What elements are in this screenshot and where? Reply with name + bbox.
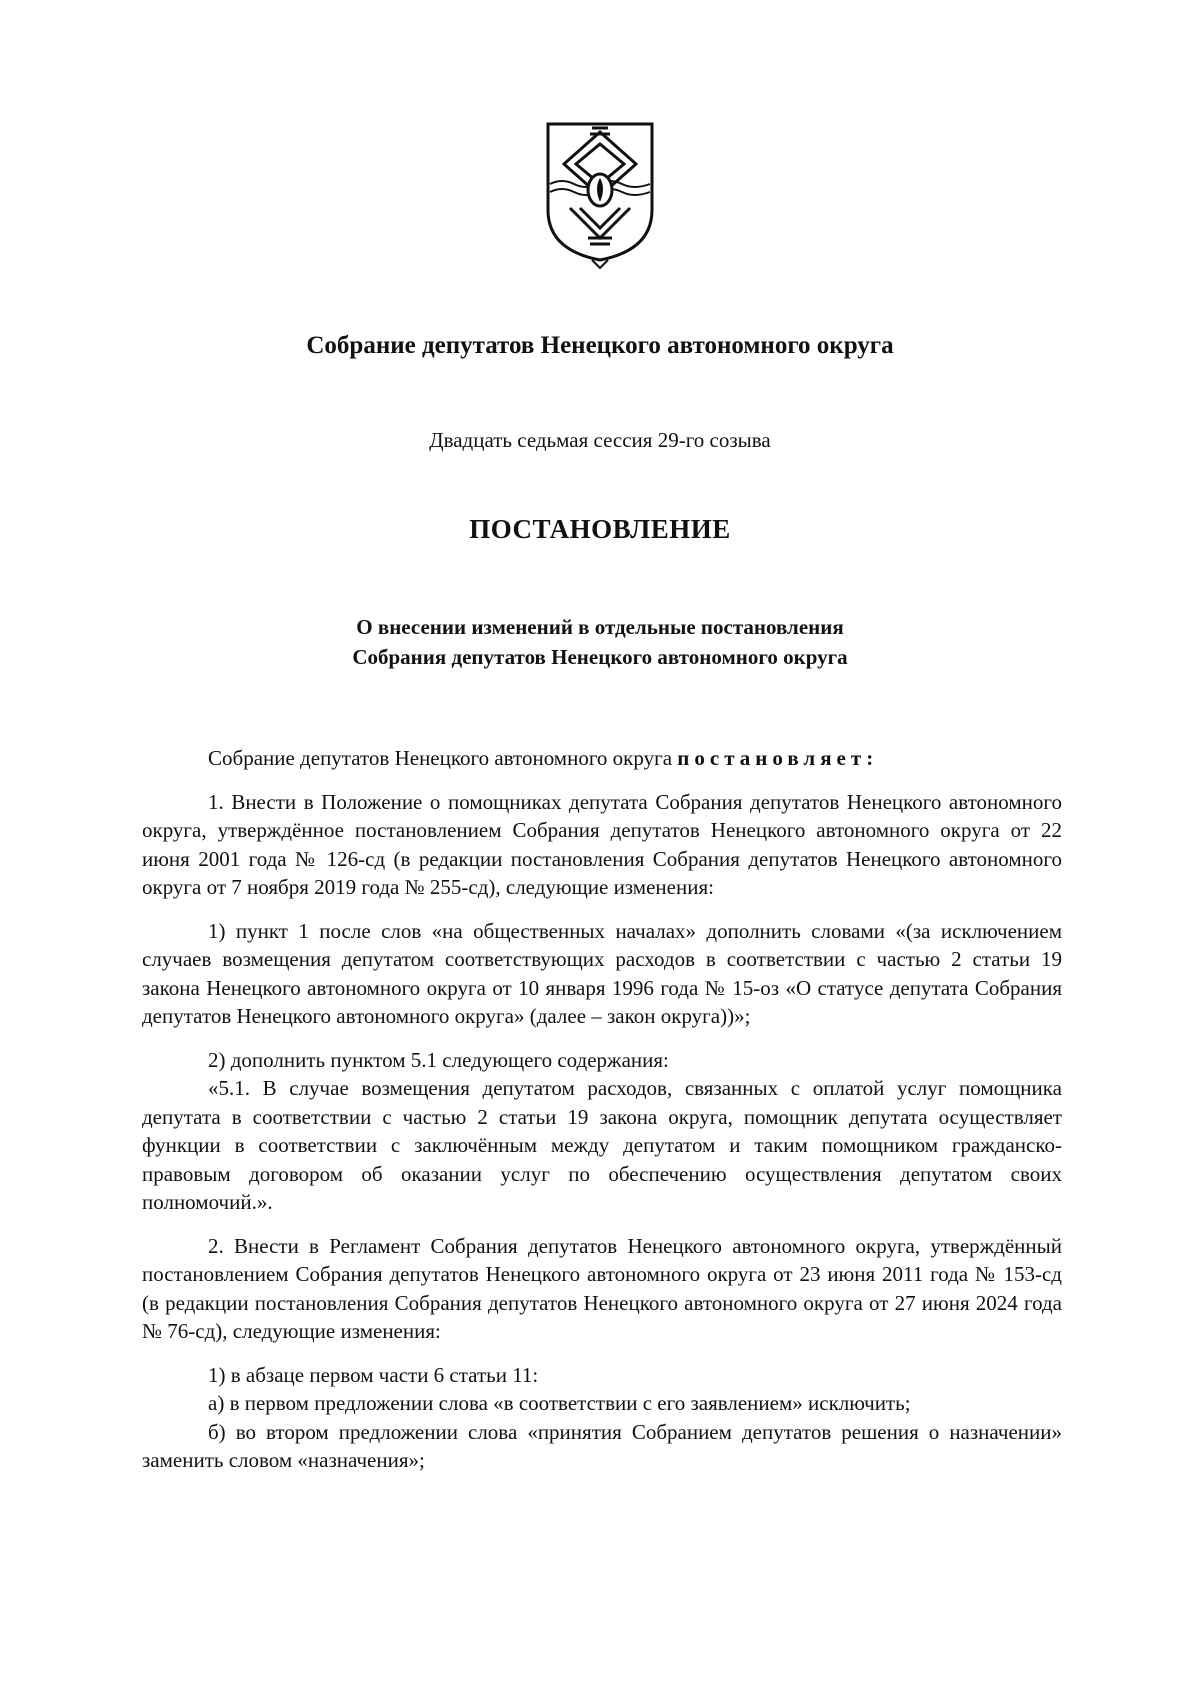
paragraph-2-item-1-b: б) во втором предложении слова «принятия Собранием депутатов решения о назначении» заменить словом «назначения»; [142, 1419, 1062, 1472]
coat-of-arms-emblem [540, 118, 660, 270]
paragraph-2-item-1-a: а) в первом предложении слова «в соответствии с его заявлением» исключить; [208, 1391, 911, 1415]
paragraph-2: 2. Внести в Регламент Собрания депутатов Ненецкого автономного округа, утверждённый постановлением Собрания депутатов Ненецкого автономного округа от 23 июня 2011 года № 153-сд (в редакции постановления Собрания депутатов Ненецкого автономного округа от 27 июня 2024 года № 76-сд), следующие изменения: [142, 1233, 1062, 1343]
document-body [142, 744, 1062, 1475]
organization-title: Собрание депутатов Ненецкого автономного округа [306, 332, 894, 359]
document-type-heading: ПОСТАНОВЛЕНИЕ [469, 514, 731, 544]
preamble-verb: постановляет: [677, 746, 879, 770]
preamble [142, 744, 1062, 773]
subject-line-1: О внесении изменений в отдельные постановления [356, 615, 844, 639]
paragraph-2-item-1: 1) в абзаце первом части 6 статьи 11: [208, 1362, 539, 1387]
preamble-lead: Собрание депутатов Ненецкого автономного округа [208, 746, 673, 770]
paragraph-1-item-1: 1) пункт 1 после слов «на общественных началах» дополнить словами «(за исключением случаев возмещения депутатом соответствующих расходов в соответствии с частью 2 статьи 19 закона Ненецкого автономного округа от 10 января 1996 года № 15-оз «О статусе депутата Собрания депутатов Ненецкого автономного округа» (далее – закон округа))»; [142, 918, 1062, 1028]
session-line: Двадцать седьмая сессия 29-го созыва [429, 428, 771, 452]
paragraph-1: 1. Внести в Положение о помощниках депутата Собрания депутатов Ненецкого автономного округа, утверждённое постановлением Собрания депутатов Ненецкого автономного округа от 22 июня 2001 года № 126-сд (в редакции постановления Собрания депутатов Ненецкого автономного округа от 7 ноября 2019 года № 255-сд), следующие изменения: [142, 789, 1062, 899]
paragraph-1-item-2: 2) дополнить пунктом 5.1 следующего содержания: [208, 1047, 669, 1072]
document-subject [0, 612, 1200, 672]
paragraph-1-item-2-text: «5.1. В случае возмещения депутатом расходов, связанных с оплатой услуг помощника депутата в соответствии с частью 2 статьи 19 закона округа, помощник депутата осуществляет функции в соответствии с заключённым между депутатом и таким помощником гражданско-правовым договором об оказании услуг по обеспечению осуществления депутатом своих полномочий.». [142, 1076, 1062, 1214]
subject-line-2: Собрания депутатов Ненецкого автономного округа [352, 645, 848, 669]
